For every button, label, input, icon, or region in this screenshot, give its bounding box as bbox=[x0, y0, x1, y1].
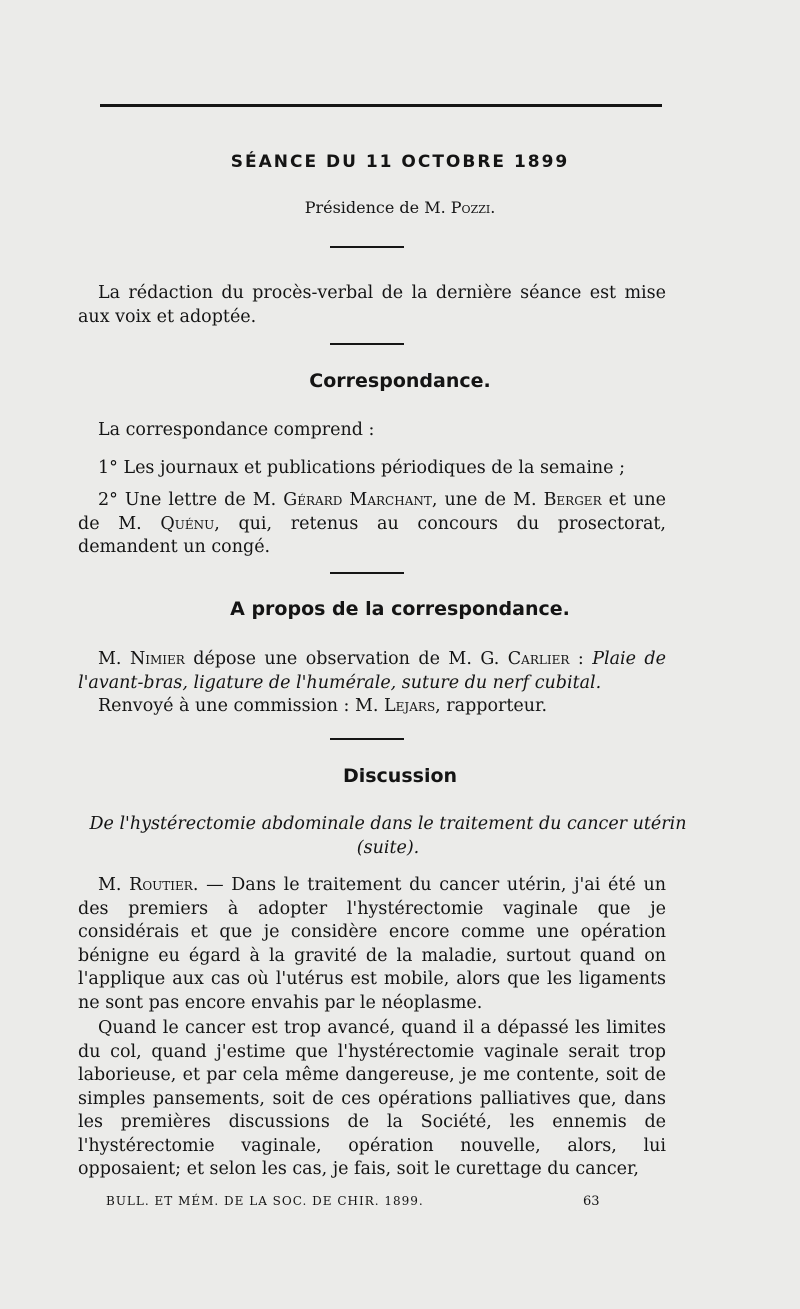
person-name: Gérard Marchant bbox=[283, 490, 432, 510]
observation-title: Plaie de l'avant-bras, ligature de l'humérale, suture du nerf cubital. bbox=[78, 649, 666, 693]
person-name: Routier bbox=[129, 875, 193, 895]
text-fragment: , rapporteur. bbox=[435, 696, 548, 716]
apropos-paragraph-1 bbox=[78, 648, 666, 695]
intro-paragraph: La rédaction du procès-verbal de la dernière séance est mise aux voix et adoptée. bbox=[78, 283, 666, 327]
text-fragment: Renvoyé à une commission : M. bbox=[98, 696, 385, 716]
person-name: Quénu bbox=[160, 513, 215, 534]
text-fragment: , qui, retenus au concours du prosectorat, demandent un congé. bbox=[78, 513, 666, 557]
text-fragment: . — Dans le traitement du cancer utérin, j'ai été un des premiers à adopter l'hystérectomie vaginale que je considérais et que je considère encore comme une opération bénigne eu égard à la gravité de la maladie, surtout quand on l'applique aux cas où l'utérus est mobile, alors que les ligaments ne sont pas encore envahis par le néoplasme. bbox=[78, 875, 666, 1013]
apropos-paragraph-2 bbox=[78, 695, 666, 719]
correspondance-title: Correspondance. bbox=[309, 370, 491, 392]
correspondance-item-1: 1° Les journaux et publications périodiques de la semaine ; bbox=[98, 458, 625, 478]
text-fragment: et une de M. bbox=[78, 490, 666, 534]
text-fragment: M. bbox=[98, 875, 130, 895]
presidence-line bbox=[0, 198, 800, 217]
text-fragment: 2° Une lettre de M. bbox=[98, 490, 284, 510]
person-name: Lejars bbox=[384, 696, 436, 716]
top-rule bbox=[100, 104, 662, 107]
discussion-subtitle: De l'hystérectomie abdominale dans le traitement du cancer utérin (suite). bbox=[89, 814, 687, 858]
person-name: Carlier bbox=[507, 649, 570, 669]
person-name: Berger bbox=[543, 490, 602, 510]
person-name: Nimier bbox=[129, 649, 185, 669]
page-number: 63 bbox=[583, 1194, 600, 1209]
section-divider bbox=[330, 246, 404, 248]
correspondance-item-2 bbox=[78, 489, 666, 560]
text-fragment: M. bbox=[98, 649, 130, 669]
section-divider bbox=[330, 572, 404, 574]
section-divider bbox=[330, 738, 404, 740]
discussion-paragraph-1 bbox=[78, 874, 666, 1015]
discussion-paragraph-2: Quand le cancer est trop avancé, quand il a dépassé les limites du col, quand j'estime que l'hystérectomie vaginale serait trop laborieuse, et par cela même dangereuse, je me contente, soit de simples pansements, soit de ces opérations palliatives que, dans les premières discussions de la Société, les ennemis de l'hystérectomie vaginale, opération nouvelle, alors, lui opposaient; et selon les cas, je fais, soit le curettage du cancer, bbox=[78, 1018, 666, 1179]
journal-footer: BULL. ET MÉM. DE LA SOC. DE CHIR. 1899. bbox=[106, 1194, 424, 1208]
president-name: Pozzi. bbox=[450, 198, 496, 217]
text-fragment: : bbox=[569, 649, 593, 669]
section-divider bbox=[330, 343, 404, 345]
text-fragment: , une de M. bbox=[431, 490, 544, 510]
discussion-title: Discussion bbox=[342, 765, 458, 787]
apropos-title: A propos de la correspondance. bbox=[230, 598, 570, 620]
presidence-prefix: Présidence de M. bbox=[304, 198, 451, 217]
seance-heading: SÉANCE DU 11 OCTOBRE 1899 bbox=[230, 152, 570, 172]
correspondance-lead: La correspondance comprend : bbox=[98, 420, 375, 440]
text-fragment: dépose une observation de M. G. bbox=[184, 649, 508, 669]
